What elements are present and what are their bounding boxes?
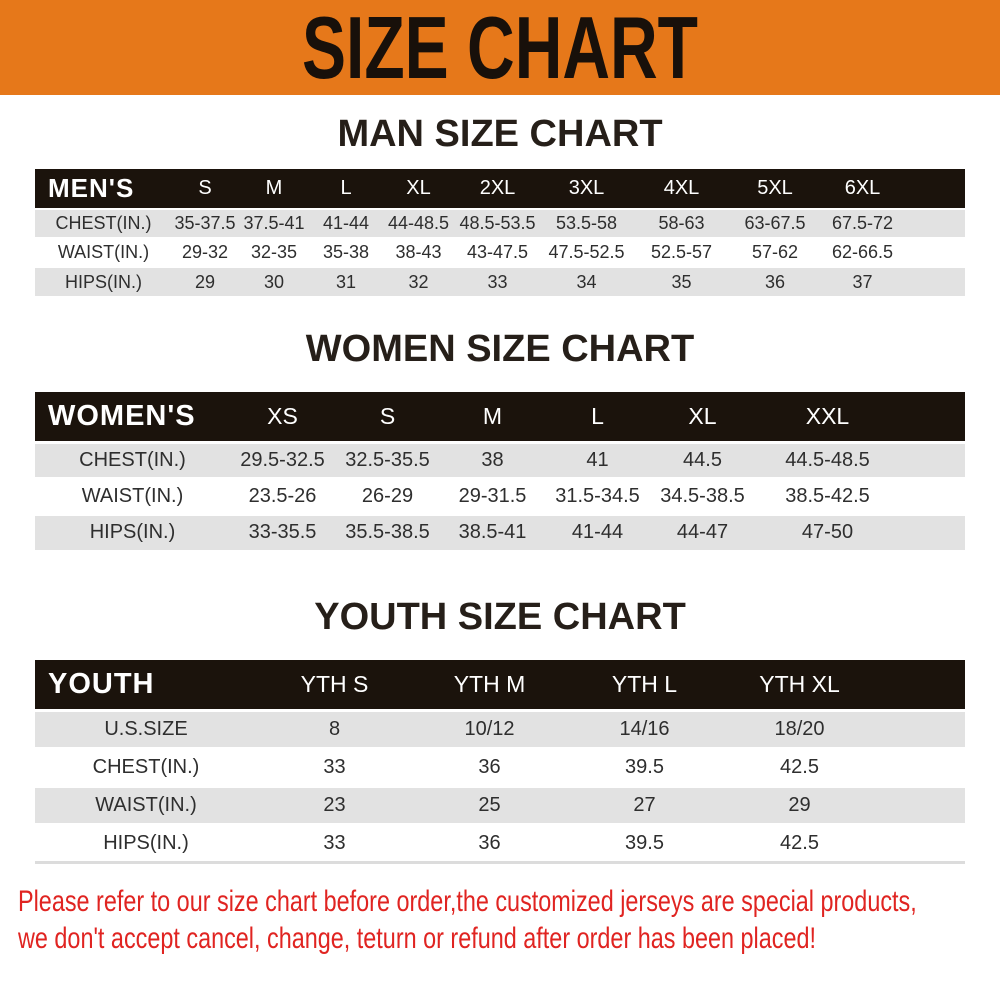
size-value: 33-35.5 (230, 514, 335, 550)
row-label: HIPS(IN.) (35, 267, 172, 296)
row-label: WAIST(IN.) (35, 478, 230, 514)
size-value: 44-48.5 (382, 209, 455, 238)
row-label: CHEST(IN.) (35, 442, 230, 478)
table-row (35, 478, 965, 514)
size-value: 44-47 (650, 514, 755, 550)
size-column-header: 6XL (820, 169, 905, 209)
size-value: 31.5-34.5 (545, 478, 650, 514)
size-value: 38.5-41 (440, 514, 545, 550)
size-value: 41 (545, 442, 650, 478)
size-value: 32 (382, 267, 455, 296)
size-value: 41-44 (545, 514, 650, 550)
filler-cell (900, 392, 965, 442)
size-value: 27 (567, 786, 722, 824)
table-row (35, 748, 965, 786)
size-value: 33 (257, 824, 412, 862)
size-value: 10/12 (412, 710, 567, 748)
size-value: 36 (412, 748, 567, 786)
size-column-header: 2XL (455, 169, 540, 209)
size-value: 67.5-72 (820, 209, 905, 238)
size-value: 32-35 (238, 238, 310, 267)
size-value: 29 (172, 267, 238, 296)
size-value: 47-50 (755, 514, 900, 550)
table-header-row (35, 169, 965, 209)
size-value: 23 (257, 786, 412, 824)
size-value: 18/20 (722, 710, 877, 748)
size-value: 63-67.5 (730, 209, 820, 238)
size-column-header: L (545, 392, 650, 442)
table-header-row (35, 660, 965, 710)
size-column-header: S (335, 392, 440, 442)
man-size-chart-heading: MAN SIZE CHART (337, 113, 663, 155)
size-column-header: S (172, 169, 238, 209)
size-value: 35.5-38.5 (335, 514, 440, 550)
size-column-header: YTH L (567, 660, 722, 710)
size-value: 33 (257, 748, 412, 786)
size-value: 34 (540, 267, 633, 296)
size-column-header: 5XL (730, 169, 820, 209)
table-row (35, 514, 965, 550)
size-value: 38.5-42.5 (755, 478, 900, 514)
size-value: 52.5-57 (633, 238, 730, 267)
size-value: 48.5-53.5 (455, 209, 540, 238)
filler-cell (877, 748, 965, 786)
table-header-row (35, 392, 965, 442)
size-value: 31 (310, 267, 382, 296)
filler-cell (877, 824, 965, 862)
size-column-header: 4XL (633, 169, 730, 209)
size-value: 34.5-38.5 (650, 478, 755, 514)
filler-cell (905, 169, 965, 209)
size-value: 35 (633, 267, 730, 296)
filler-cell (900, 514, 965, 550)
size-column-header: M (238, 169, 310, 209)
row-label: HIPS(IN.) (35, 514, 230, 550)
table-row (35, 442, 965, 478)
size-column-header: YTH XL (722, 660, 877, 710)
size-value: 35-37.5 (172, 209, 238, 238)
table-row (35, 710, 965, 748)
size-value: 38-43 (382, 238, 455, 267)
size-value: 58-63 (633, 209, 730, 238)
size-value: 43-47.5 (455, 238, 540, 267)
size-value: 44.5 (650, 442, 755, 478)
size-value: 8 (257, 710, 412, 748)
size-value: 35-38 (310, 238, 382, 267)
women-size-chart-heading: WOMEN SIZE CHART (305, 328, 695, 370)
size-value: 47.5-52.5 (540, 238, 633, 267)
size-value: 32.5-35.5 (335, 442, 440, 478)
size-value: 39.5 (567, 748, 722, 786)
filler-cell (877, 660, 965, 710)
table-row (35, 786, 965, 824)
row-label: CHEST(IN.) (35, 748, 257, 786)
size-value: 42.5 (722, 824, 877, 862)
size-value: 41-44 (310, 209, 382, 238)
size-column-header: YTH S (257, 660, 412, 710)
order-disclaimer-note (18, 883, 1000, 957)
size-value: 42.5 (722, 748, 877, 786)
row-label: U.S.SIZE (35, 710, 257, 748)
size-column-header: XXL (755, 392, 900, 442)
filler-cell (877, 786, 965, 824)
table-corner-label: MEN'S (35, 169, 172, 209)
size-column-header: M (440, 392, 545, 442)
size-value: 57-62 (730, 238, 820, 267)
size-value: 38 (440, 442, 545, 478)
size-value: 39.5 (567, 824, 722, 862)
size-column-header: L (310, 169, 382, 209)
disclaimer-line-1: Please refer to our size chart before order,the customized jerseys are special products, (18, 884, 917, 918)
disclaimer-line-2: we don't accept cancel, change, teturn or refund after order has been placed! (18, 921, 816, 955)
size-value: 25 (412, 786, 567, 824)
size-value: 36 (730, 267, 820, 296)
size-column-header: 3XL (540, 169, 633, 209)
row-label: WAIST(IN.) (35, 786, 257, 824)
filler-cell (905, 209, 965, 238)
size-value: 29.5-32.5 (230, 442, 335, 478)
size-value: 29-31.5 (440, 478, 545, 514)
filler-cell (905, 238, 965, 267)
size-value: 29-32 (172, 238, 238, 267)
youth-size-table (35, 660, 965, 864)
size-value: 62-66.5 (820, 238, 905, 267)
filler-cell (900, 478, 965, 514)
row-label: HIPS(IN.) (35, 824, 257, 862)
table-row (35, 267, 965, 296)
table-corner-label: YOUTH (35, 660, 257, 710)
table-row (35, 824, 965, 862)
youth-size-chart-heading: YOUTH SIZE CHART (314, 596, 686, 638)
table-corner-label: WOMEN'S (35, 392, 230, 442)
size-value: 14/16 (567, 710, 722, 748)
row-label: CHEST(IN.) (35, 209, 172, 238)
table-row (35, 209, 965, 238)
size-column-header: YTH M (412, 660, 567, 710)
size-chart-banner (0, 0, 1000, 95)
size-value: 36 (412, 824, 567, 862)
size-column-header: XL (650, 392, 755, 442)
size-value: 23.5-26 (230, 478, 335, 514)
filler-cell (905, 267, 965, 296)
size-value: 37 (820, 267, 905, 296)
filler-cell (900, 442, 965, 478)
size-value: 30 (238, 267, 310, 296)
banner-title: SIZE CHART (302, 0, 698, 97)
row-label: WAIST(IN.) (35, 238, 172, 267)
filler-cell (877, 710, 965, 748)
women-size-table (35, 392, 965, 550)
size-column-header: XL (382, 169, 455, 209)
size-value: 44.5-48.5 (755, 442, 900, 478)
men-size-table (35, 169, 965, 296)
size-value: 33 (455, 267, 540, 296)
size-column-header: XS (230, 392, 335, 442)
size-value: 53.5-58 (540, 209, 633, 238)
size-value: 26-29 (335, 478, 440, 514)
table-row (35, 238, 965, 267)
size-value: 29 (722, 786, 877, 824)
size-value: 37.5-41 (238, 209, 310, 238)
